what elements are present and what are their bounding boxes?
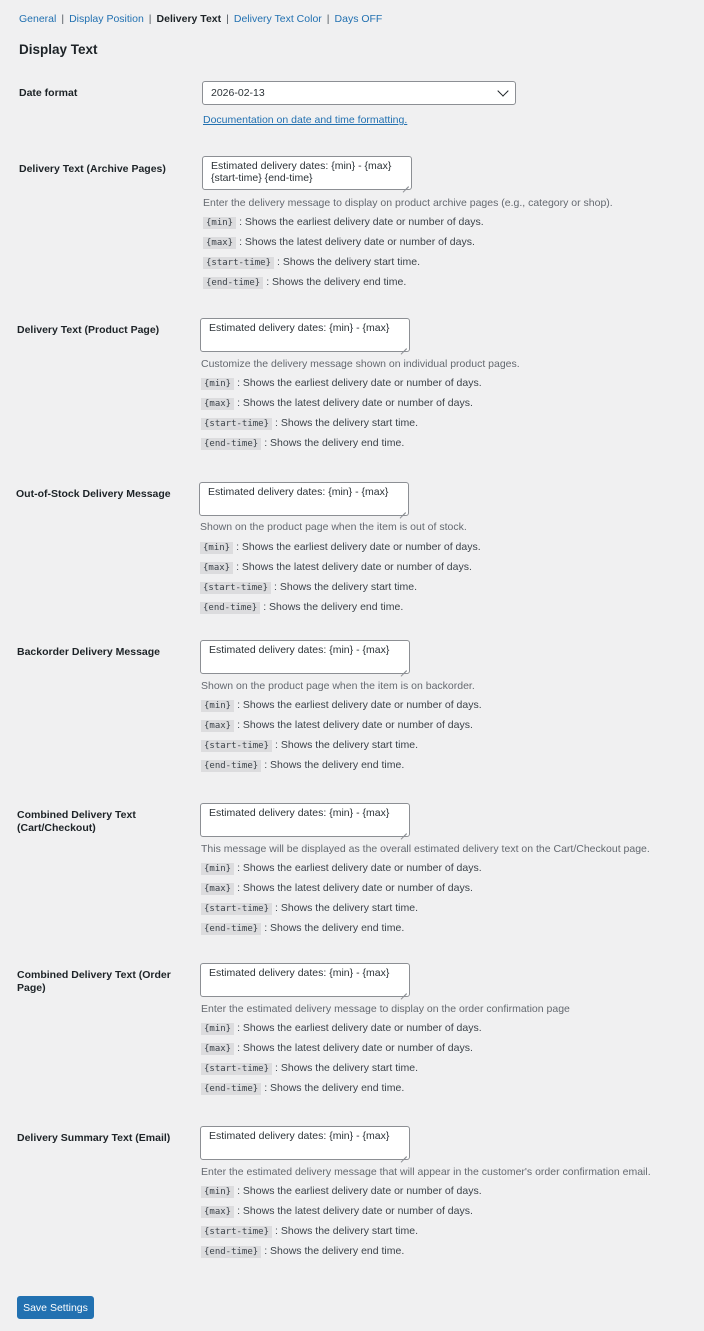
date-format-doc-link[interactable]: Documentation on date and time formatting. bbox=[203, 114, 408, 126]
placeholder-code: {min} bbox=[201, 1023, 234, 1035]
placeholder-code: {max} bbox=[201, 883, 234, 895]
placeholder-help bbox=[201, 1061, 418, 1076]
tab-separator: | bbox=[226, 13, 229, 25]
placeholder-desc: : Shows the delivery end time. bbox=[266, 276, 407, 288]
resize-handle-icon[interactable] bbox=[401, 1151, 407, 1157]
placeholder-code: {min} bbox=[201, 700, 234, 712]
product-text-label: Delivery Text (Product Page) bbox=[17, 324, 160, 336]
textarea-line: Estimated delivery dates: {min} - {max} bbox=[209, 807, 390, 819]
order-page-textarea[interactable] bbox=[200, 963, 410, 997]
placeholder-code: {start-time} bbox=[201, 740, 272, 752]
email-summary-textarea[interactable] bbox=[200, 1126, 410, 1160]
resize-handle-icon[interactable] bbox=[403, 181, 409, 187]
placeholder-code: {end-time} bbox=[200, 602, 260, 614]
placeholder-help bbox=[201, 698, 482, 713]
section-heading: Display Text bbox=[19, 42, 98, 57]
tab-delivery-text[interactable]: Delivery Text bbox=[156, 13, 222, 25]
date-format-label: Date format bbox=[19, 87, 78, 99]
chevron-down-icon bbox=[497, 85, 508, 96]
placeholder-help bbox=[201, 1021, 482, 1036]
backorder-textarea[interactable] bbox=[200, 640, 410, 674]
email-summary-label: Delivery Summary Text (Email) bbox=[17, 1132, 171, 1144]
placeholder-help bbox=[201, 376, 482, 391]
placeholder-help bbox=[201, 758, 404, 773]
placeholder-desc: : Shows the delivery end time. bbox=[264, 437, 405, 449]
date-format-value: 2026-02-13 bbox=[211, 87, 265, 99]
placeholder-code: {end-time} bbox=[201, 923, 261, 935]
placeholder-desc: : Shows the delivery start time. bbox=[275, 1225, 419, 1237]
textarea-line: Estimated delivery dates: {min} - {max} bbox=[209, 967, 390, 979]
placeholder-code: {start-time} bbox=[200, 582, 271, 594]
placeholder-help bbox=[201, 921, 404, 936]
placeholder-code: {min} bbox=[203, 217, 236, 229]
placeholder-help bbox=[201, 718, 473, 733]
archive-text-textarea[interactable] bbox=[202, 156, 412, 190]
cart-checkout-textarea[interactable] bbox=[200, 803, 410, 837]
out-of-stock-textarea[interactable] bbox=[199, 482, 409, 516]
placeholder-desc: : Shows the earliest delivery date or number of days. bbox=[236, 541, 481, 553]
placeholder-desc: : Shows the delivery end time. bbox=[264, 922, 405, 934]
placeholder-desc: : Shows the delivery start time. bbox=[277, 256, 421, 268]
placeholder-code: {min} bbox=[201, 863, 234, 875]
placeholder-code: {max} bbox=[200, 562, 233, 574]
textarea-line: Estimated delivery dates: {min} - {max} bbox=[209, 644, 390, 656]
placeholder-help bbox=[201, 436, 404, 451]
resize-handle-icon[interactable] bbox=[400, 507, 406, 513]
placeholder-help bbox=[203, 215, 484, 230]
placeholder-help bbox=[201, 901, 418, 916]
placeholder-desc: : Shows the earliest delivery date or number of days. bbox=[237, 862, 482, 874]
archive-text-label: Delivery Text (Archive Pages) bbox=[19, 163, 166, 175]
placeholder-help bbox=[201, 396, 473, 411]
email-summary-description: Enter the estimated delivery message that will appear in the customer's order confirmation email. bbox=[201, 1166, 651, 1178]
placeholder-help bbox=[203, 275, 406, 290]
placeholder-code: {start-time} bbox=[203, 257, 274, 269]
placeholder-help bbox=[200, 560, 472, 575]
order-page-description: Enter the estimated delivery message to display on the order confirmation page bbox=[201, 1003, 570, 1015]
placeholder-desc: : Shows the latest delivery date or number of days. bbox=[237, 1042, 473, 1054]
placeholder-code: {end-time} bbox=[201, 1083, 261, 1095]
resize-handle-icon[interactable] bbox=[401, 988, 407, 994]
textarea-line: {start-time} {end-time} bbox=[211, 172, 313, 184]
placeholder-desc: : Shows the delivery start time. bbox=[275, 1062, 419, 1074]
placeholder-help bbox=[201, 738, 418, 753]
placeholder-help bbox=[201, 1041, 473, 1056]
placeholder-desc: : Shows the delivery start time. bbox=[275, 417, 419, 429]
placeholder-code: {end-time} bbox=[201, 1246, 261, 1258]
save-settings-button[interactable]: Save Settings bbox=[17, 1296, 94, 1319]
placeholder-desc: : Shows the delivery end time. bbox=[264, 1245, 405, 1257]
placeholder-code: {end-time} bbox=[201, 760, 261, 772]
placeholder-help bbox=[201, 1184, 482, 1199]
placeholder-desc: : Shows the latest delivery date or number of days. bbox=[237, 719, 473, 731]
out-of-stock-label: Out-of-Stock Delivery Message bbox=[16, 488, 171, 500]
placeholder-desc: : Shows the delivery start time. bbox=[274, 581, 418, 593]
out-of-stock-description: Shown on the product page when the item is out of stock. bbox=[200, 521, 467, 533]
resize-handle-icon[interactable] bbox=[401, 665, 407, 671]
placeholder-desc: : Shows the latest delivery date or number of days. bbox=[237, 1205, 473, 1217]
textarea-line: Estimated delivery dates: {min} - {max} bbox=[208, 486, 389, 498]
placeholder-code: {max} bbox=[201, 1043, 234, 1055]
placeholder-code: {min} bbox=[201, 378, 234, 390]
placeholder-desc: : Shows the latest delivery date or number of days. bbox=[237, 882, 473, 894]
backorder-label: Backorder Delivery Message bbox=[17, 646, 160, 658]
placeholder-code: {start-time} bbox=[201, 1063, 272, 1075]
placeholder-help bbox=[203, 235, 475, 250]
date-format-select[interactable] bbox=[202, 81, 516, 105]
placeholder-code: {min} bbox=[201, 1186, 234, 1198]
placeholder-desc: : Shows the latest delivery date or number of days. bbox=[237, 397, 473, 409]
resize-handle-icon[interactable] bbox=[401, 828, 407, 834]
placeholder-desc: : Shows the delivery start time. bbox=[275, 902, 419, 914]
placeholder-desc: : Shows the delivery end time. bbox=[263, 601, 404, 613]
placeholder-code: {start-time} bbox=[201, 1226, 272, 1238]
placeholder-desc: : Shows the earliest delivery date or number of days. bbox=[237, 699, 482, 711]
placeholder-help bbox=[201, 1204, 473, 1219]
placeholder-code: {end-time} bbox=[201, 438, 261, 450]
cart-checkout-description: This message will be displayed as the overall estimated delivery text on the Cart/Checkout page. bbox=[201, 843, 650, 855]
placeholder-code: {max} bbox=[203, 237, 236, 249]
textarea-line: Estimated delivery dates: {min} - {max} bbox=[209, 1130, 390, 1142]
placeholder-help bbox=[201, 1081, 404, 1096]
placeholder-code: {max} bbox=[201, 720, 234, 732]
placeholder-code: {start-time} bbox=[201, 903, 272, 915]
backorder-description: Shown on the product page when the item is on backorder. bbox=[201, 680, 475, 692]
textarea-line: Estimated delivery dates: {min} - {max} bbox=[211, 160, 392, 172]
placeholder-code: {end-time} bbox=[203, 277, 263, 289]
tab-display-position[interactable]: Display Position bbox=[69, 13, 144, 25]
product-text-textarea[interactable] bbox=[200, 318, 410, 352]
tab-delivery-text-color[interactable]: Delivery Text Color bbox=[233, 13, 322, 25]
tab-separator: | bbox=[148, 13, 152, 25]
placeholder-desc: : Shows the delivery start time. bbox=[275, 739, 419, 751]
placeholder-code: {max} bbox=[201, 398, 234, 410]
placeholder-desc: : Shows the latest delivery date or number of days. bbox=[239, 236, 475, 248]
placeholder-help bbox=[200, 600, 403, 615]
tab-general[interactable]: General bbox=[19, 13, 57, 25]
placeholder-code: {start-time} bbox=[201, 418, 272, 430]
cart-checkout-label: Combined Delivery Text (Cart/Checkout) bbox=[17, 809, 136, 834]
placeholder-help bbox=[201, 861, 482, 876]
placeholder-help bbox=[201, 881, 473, 896]
placeholder-help bbox=[201, 1244, 404, 1259]
tab-separator: | bbox=[61, 13, 65, 25]
placeholder-code: {max} bbox=[201, 1206, 234, 1218]
placeholder-desc: : Shows the delivery end time. bbox=[264, 1082, 405, 1094]
placeholder-code: {min} bbox=[200, 542, 233, 554]
product-text-description: Customize the delivery message shown on individual product pages. bbox=[201, 358, 520, 370]
resize-handle-icon[interactable] bbox=[401, 343, 407, 349]
textarea-line: Estimated delivery dates: {min} - {max} bbox=[209, 322, 390, 334]
placeholder-help bbox=[201, 1224, 418, 1239]
placeholder-desc: : Shows the delivery end time. bbox=[264, 759, 405, 771]
placeholder-help bbox=[200, 540, 481, 555]
tab-separator: | bbox=[326, 13, 330, 25]
placeholder-help bbox=[201, 416, 418, 431]
order-page-label: Combined Delivery Text (Order Page) bbox=[17, 969, 171, 994]
archive-text-description: Enter the delivery message to display on product archive pages (e.g., category or shop). bbox=[203, 197, 613, 209]
settings-tab-nav bbox=[19, 13, 382, 25]
tab-days-off[interactable]: Days OFF bbox=[334, 13, 383, 25]
placeholder-desc: : Shows the earliest delivery date or number of days. bbox=[237, 377, 482, 389]
placeholder-desc: : Shows the earliest delivery date or number of days. bbox=[239, 216, 484, 228]
placeholder-help bbox=[200, 580, 417, 595]
placeholder-desc: : Shows the latest delivery date or number of days. bbox=[236, 561, 472, 573]
placeholder-help bbox=[203, 255, 420, 270]
placeholder-desc: : Shows the earliest delivery date or number of days. bbox=[237, 1185, 482, 1197]
placeholder-desc: : Shows the earliest delivery date or number of days. bbox=[237, 1022, 482, 1034]
